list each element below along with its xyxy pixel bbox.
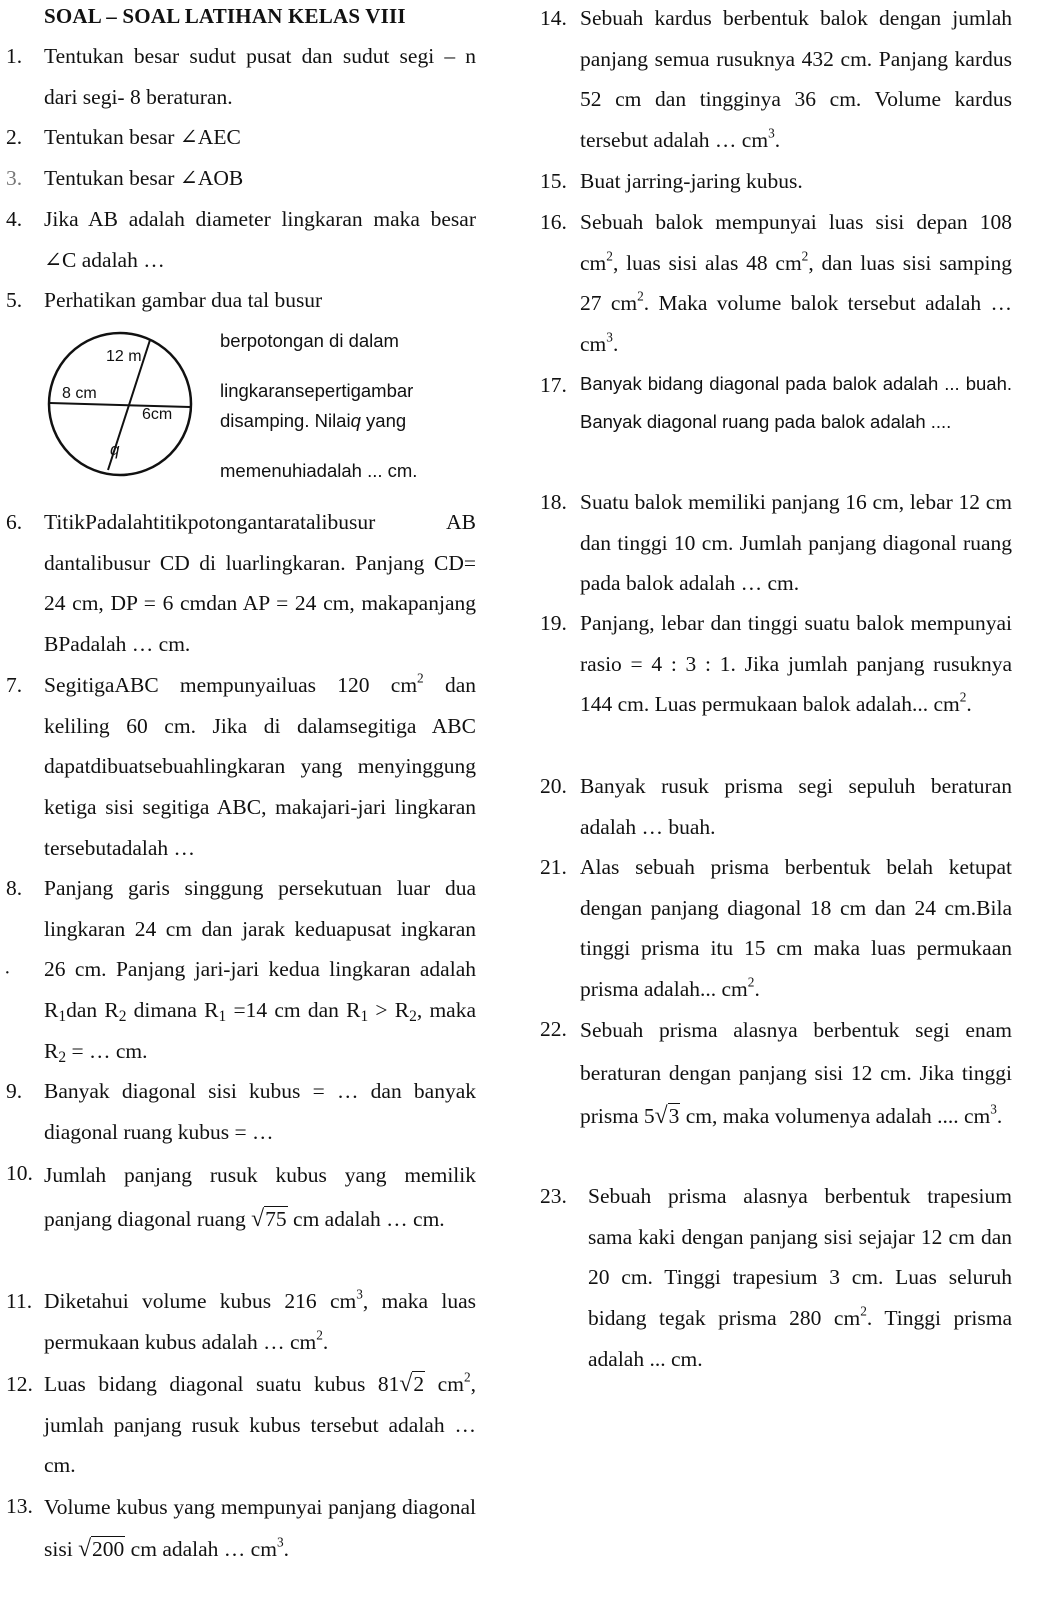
question-22: 22. Sebuah prisma alasnya berbentuk segi enam beraturan dengan panjang sisi 12 cm. Jika tinggi prisma 5√3 cm, maka volumenya adalah .... $cm^3$. — [540, 1009, 1012, 1138]
question-3: 3. Tentukan besar ∠AOB — [6, 166, 244, 190]
question-4: 4. Jika AB adalah diameter lingkaran maka besar ∠C adalah … — [6, 207, 476, 272]
sqrt-2: √2 — [399, 1371, 425, 1397]
question-16: 16. Sebuah balok mempunyai luas sisi depan 108 $cm^2$, luas sisi alas 48 $cm^2$, dan luas sisi samping 27 $cm^2$. Maka volume balok tersebut adalah … $cm^3$. — [540, 210, 1012, 357]
question-5: 5. Perhatikan gambar dua tal busur — [6, 288, 323, 312]
label-6cm: 6cm — [142, 406, 173, 423]
question-19: 19. Panjang, lebar dan tinggi suatu balok mempunyai rasio = 4 : 3 : 1. Jika jumlah panjang rusuknya 144 cm. Luas permukaan balok adalah... $cm^2$. — [540, 611, 1012, 717]
q5-side-line2: lingkaransepertigambar — [220, 380, 414, 401]
label-q: q — [110, 440, 120, 459]
stray-mark: · — [4, 962, 11, 984]
sqrt-3: √3 — [654, 1103, 680, 1129]
page-title: SOAL – SOAL LATIHAN KELAS VIII — [44, 4, 406, 28]
question-10: 10. Jumlah panjang rusuk kubus yang memilik panjang diagonal ruang √75 cm adalah … cm. — [6, 1153, 476, 1241]
question-15: 15. Buat jarring-jaring kubus. — [540, 169, 803, 193]
question-1: 1. Tentukan besar sudut pusat dan sudut segi – n dari segi- 8 beraturan. — [6, 44, 476, 109]
question-6: 6. TitikPadalahtitikpotongantaratalibusur AB dantalibusur CD di luarlingkaran. Panjang CD= 24 cm, DP = 6 cmdan AP = 24 cm, makapanjang BPadalah … cm. — [6, 510, 476, 657]
sqrt-75: √75 — [251, 1206, 287, 1232]
q5-side-line4: memenuhiadalah ... cm. — [220, 460, 418, 481]
question-20: 20. Banyak rusuk prisma segi sepuluh beraturan adalah … buah. — [540, 774, 1012, 839]
label-8cm: 8 cm — [62, 385, 97, 402]
question-11: 11. Diketahui volume kubus 216 $cm^3$, maka luas permukaan kubus adalah … $cm^2$. — [6, 1286, 476, 1354]
question-9: 9. Banyak diagonal sisi kubus = … dan banyak diagonal ruang kubus = … — [6, 1079, 476, 1144]
question-2: 2. Tentukan besar ∠AEC — [6, 125, 241, 149]
question-23: 23. Sebuah prisma alasnya berbentuk trapesium sama kaki dengan panjang sisi sejajar 12 cm dan 20 cm. Tinggi trapesium 3 cm. Luas seluruh bidang tegak prisma 280 $cm^2$. Tinggi prisma adalah ... cm. — [540, 1184, 1012, 1371]
sqrt-200: √200 — [78, 1536, 125, 1562]
question-18: 18. Suatu balok memiliki panjang 16 cm, lebar 12 cm dan tinggi 10 cm. Jumlah panjang diagonal ruang pada balok adalah … cm. — [540, 490, 1012, 596]
question-12: 12. Luas bidang diagonal suatu kubus 81√2 $cm^2$, jumlah panjang rusuk kubus tersebut adalah … cm. — [6, 1364, 476, 1486]
question-13: 13. Volume kubus yang mempunyai panjang diagonal sisi √200 cm adalah … $cm^3$. — [6, 1486, 476, 1570]
question-7: 7. SegitigaABC mempunyailuas 120 $cm^2$ dan keliling 60 cm. Jika di dalamsegitiga ABC dapatdibuatsebuahlingkaran yang menyinggung ketiga sisi segitiga ABC, makajari-jari lingkaran tersebutadalah … — [6, 670, 476, 860]
q5-side-line3: disamping. Nilaiq yang — [220, 410, 407, 431]
label-12m: 12 m — [106, 348, 142, 365]
question-17: 17. Banyak bidang diagonal pada balok adalah ... buah. Banyak diagonal ruang pada balok adalah .... — [540, 373, 1012, 432]
question-8: 8. Panjang garis singgung persekutuan luar dua lingkaran 24 cm dan jarak keduapusat ingkaran 26 cm. Panjang jari-jari kedua lingkaran adalah $R_1dan$ $R_2$ dimana $R_1 =14$ cm dan $R_1 > R_2$, maka $R_2$ = … cm. — [6, 876, 477, 1066]
question-14: 14. Sebuah kardus berbentuk balok dengan jumlah panjang semua rusuknya 432 cm. Panjang kardus 52 cm dan tingginya 36 cm. Volume kardus tersebut adalah … $cm^3$. — [540, 6, 1012, 153]
q5-side-line1: berpotongan di dalam — [220, 330, 399, 351]
question-21: 21. Alas sebuah prisma berbentuk belah ketupat dengan panjang diagonal 18 cm dan 24 cm.Bila tinggi prisma itu 15 cm maka luas permukaan prisma adalah... $cm^2$. — [540, 855, 1012, 1002]
